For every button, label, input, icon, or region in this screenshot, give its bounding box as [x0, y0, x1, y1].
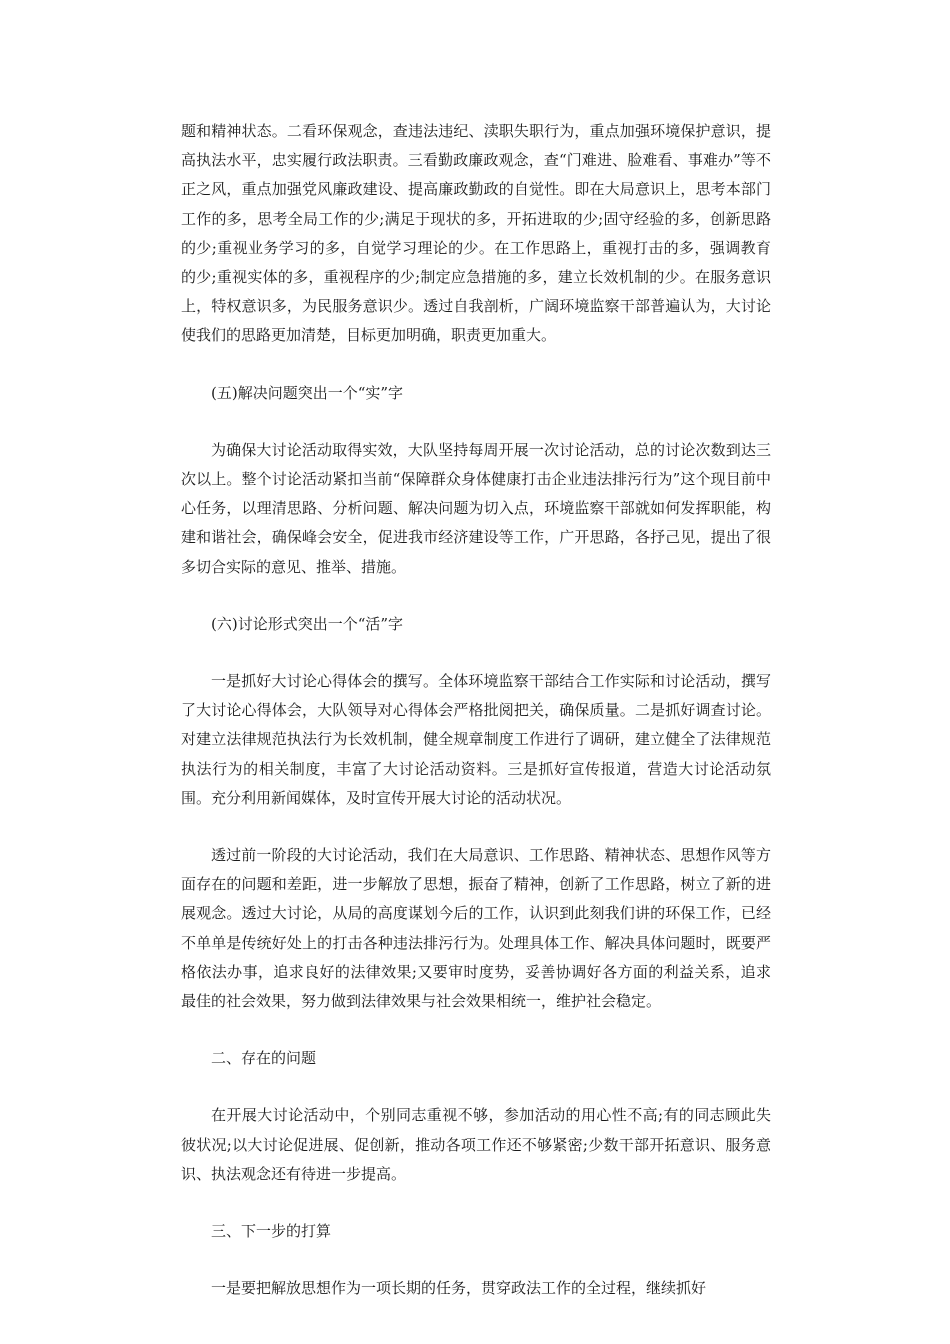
paragraph-discussion-forms: 一是抓好大讨论心得体会的撰写。全体环境监察干部结合工作实际和讨论活动，撰写了大讨论心得体会，大队领导对心得体会严格批阅把关，确保质量。二是抓好调查讨论。对建立法律规范执法行为长效机制，健全规章制度工作进行了调研，建立健全了法律规范执法行为的相关制度，丰富了大讨论活动资料。三是抓好宣传报道，营造大讨论活动氛围。充分利用新闻媒体，及时宣传开展大讨论的活动状况。	[181, 672, 771, 807]
paragraph-self-analysis-continued: 题和精神状态。二看环保观念，查违法违纪、渎职失职行为，重点加强环境保护意识，提高执法水平，忠实履行政法职责。三看勤政廉政观念，查“门难进、脸难看、事难办”等不正之风，重点加强党风廉政建设、提高廉政勤政的自觉性。即在大局意识上，思考本部门工作的多，思考全局工作的少;满足于现状的多，开拓进取的少;固守经验的多，创新思路的少;重视业务学习的多，自觉学习理论的少。在工作思路上，重视打击的多，强调教育的少;重视实体的多，重视程序的少;制定应急措施的多，建立长效机制的少。在服务意识上，特权意识多，为民服务意识少。透过自我剖析，广阔环境监察干部普遍认为，大讨论使我们的思路更加清楚，目标更加明确，职责更加重大。	[181, 122, 771, 345]
paragraph-discussion-effectiveness: 为确保大讨论活动取得实效，大队坚持每周开展一次讨论活动，总的讨论次数到达三次以上。整个讨论活动紧扣当前“保障群众身体健康打击企业违法排污行为”这个现目前中心任务，以理清思路、分析问题、解决问题为切入点，环境监察干部就如何发挥职能，构建和谐社会，确保峰会安全，促进我市经济建设等工作，广开思路，各抒己见，提出了很多切合实际的意见、推举、措施。	[181, 440, 771, 576]
paragraph-problems: 在开展大讨论活动中，个别同志重视不够，参加活动的用心性不高;有的同志顾此失彼状况;以大讨论促进展、促创新，推动各项工作还不够紧密;少数干部开拓意识、服务意识、执法观念还有待进一步提高。	[181, 1106, 771, 1183]
section-heading-6: (六)讨论形式突出一个“活”字	[211, 614, 404, 633]
paragraph-summary-results: 透过前一阶段的大讨论活动，我们在大局意识、工作思路、精神状态、思想作风等方面存在的问题和差距，进一步解放了思想，振奋了精神，创新了工作思路，树立了新的进展观念。透过大讨论，从局的高度谋划今后的工作，认识到此刻我们讲的环保工作，已经不单单是传统好处上的打击各种违法排污行为。处理具体工作、解决具体问题时，既要严格依法办事，追求良好的法律效果;又要审时度势，妥善协调好各方面的利益关系，追求最佳的社会效果，努力做到法律效果与社会效果相统一，维护社会稳定。	[181, 846, 771, 1011]
section-heading-next-steps: 三、下一步的打算	[211, 1222, 332, 1241]
section-heading-5: (五)解决问题突出一个“实”字	[211, 383, 404, 402]
section-heading-problems: 二、存在的问题	[211, 1049, 317, 1068]
paragraph-next-steps: 一是要把解放思想作为一项长期的任务，贯穿政法工作的全过程，继续抓好	[211, 1279, 707, 1298]
document-body	[181, 117, 771, 1332]
